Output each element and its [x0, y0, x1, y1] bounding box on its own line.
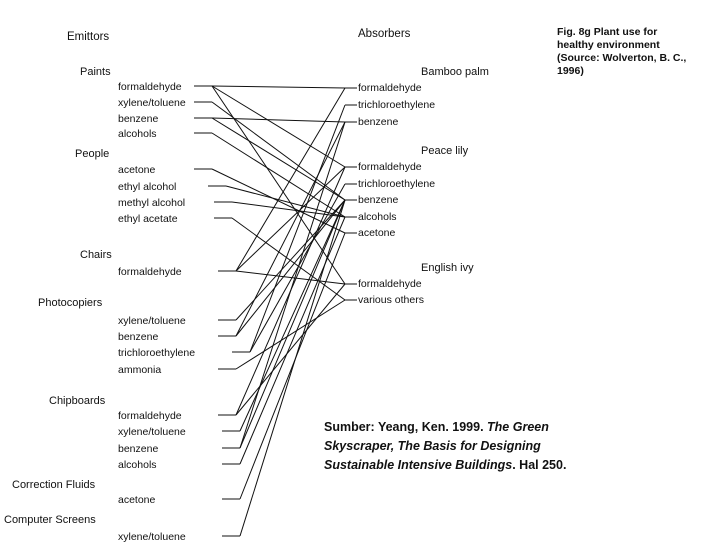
people-ethyl-acetate: ethyl acetate [118, 213, 178, 225]
figure-caption [557, 26, 686, 78]
connector-line [250, 105, 345, 352]
group-computer-screens: Computer Screens [4, 514, 96, 526]
paints-benzene: benzene [118, 113, 159, 125]
chipboards-alcohols: alcohols [118, 459, 157, 471]
chipboards-benzene: benzene [118, 443, 159, 455]
paints-alcohols: alcohols [118, 128, 157, 140]
source-title-2: Skyscraper, The Basis for Designing [324, 439, 541, 453]
connector-line [212, 86, 345, 167]
photocopiers-benzene: benzene [118, 331, 159, 343]
source-title-3: Sustainable Intensive Buildings [324, 458, 513, 472]
connector-line [236, 271, 345, 284]
group-paints: Paints [80, 66, 111, 78]
source-title-1: The Green [487, 420, 549, 434]
plant-bamboo-palm: Bamboo palm [421, 66, 489, 78]
connector-line [240, 200, 345, 536]
bamboo-formaldehyde: formaldehyde [358, 82, 422, 94]
connector-line [236, 88, 345, 271]
source-suffix: . Hal 250. [512, 458, 567, 472]
group-people: People [75, 148, 110, 160]
connector-line [236, 200, 345, 336]
connector-line [226, 186, 345, 217]
chipboards-formaldehyde: formaldehyde [118, 410, 182, 422]
source-prefix: Sumber: Yeang, Ken. 1999. [324, 420, 488, 434]
chipboards-xylene: xylene/toluene [118, 426, 186, 438]
photocopiers-ammonia: ammonia [118, 364, 162, 376]
screens-xylene: xylene/toluene [118, 531, 186, 543]
connector-line [212, 86, 345, 88]
people-acetone: acetone [118, 164, 156, 176]
connector-line [240, 122, 345, 448]
people-methyl-alcohol: methyl alcohol [118, 197, 186, 209]
lily-acetone: acetone [358, 227, 396, 239]
group-chairs: Chairs [80, 249, 112, 261]
paints-xylene: xylene/toluene [118, 97, 186, 109]
connector-line [212, 133, 345, 217]
ivy-formaldehyde: formaldehyde [358, 278, 422, 290]
chairs-formaldehyde: formaldehyde [118, 266, 182, 278]
paints-formaldehyde: formaldehyde [118, 81, 182, 93]
lily-tce: trichloroethylene [358, 178, 436, 190]
group-correction-fluids: Correction Fluids [12, 479, 96, 491]
caption-line2: healthy environment [557, 39, 660, 51]
caption-line4: 1996) [557, 65, 584, 77]
caption-title: Fig. 8g Plant use for [557, 26, 658, 38]
group-photocopiers: Photocopiers [38, 297, 103, 309]
plant-english-ivy: English ivy [421, 262, 474, 274]
caption-line3: (Source: Wolverton, B. C., [557, 52, 687, 64]
correction-acetone: acetone [118, 494, 156, 506]
plant-peace-lily: Peace lily [421, 145, 469, 157]
absorbers-header: Absorbers [358, 28, 411, 40]
bamboo-benzene: benzene [358, 116, 399, 128]
ivy-various: various others [358, 294, 424, 306]
lily-formaldehyde: formaldehyde [358, 161, 422, 173]
source-citation [324, 418, 566, 475]
connector-line [236, 300, 345, 369]
lily-benzene: benzene [358, 194, 399, 206]
connector-line [212, 169, 345, 233]
photocopiers-tce: trichloroethylene [118, 347, 196, 359]
people-ethyl-alcohol: ethyl alcohol [118, 181, 177, 193]
emitters-header: Emittors [67, 31, 110, 43]
photocopiers-xylene: xylene/toluene [118, 315, 186, 327]
group-chipboards: Chipboards [49, 395, 106, 407]
lily-alcohols: alcohols [358, 211, 397, 223]
bamboo-tce: trichloroethylene [358, 99, 436, 111]
